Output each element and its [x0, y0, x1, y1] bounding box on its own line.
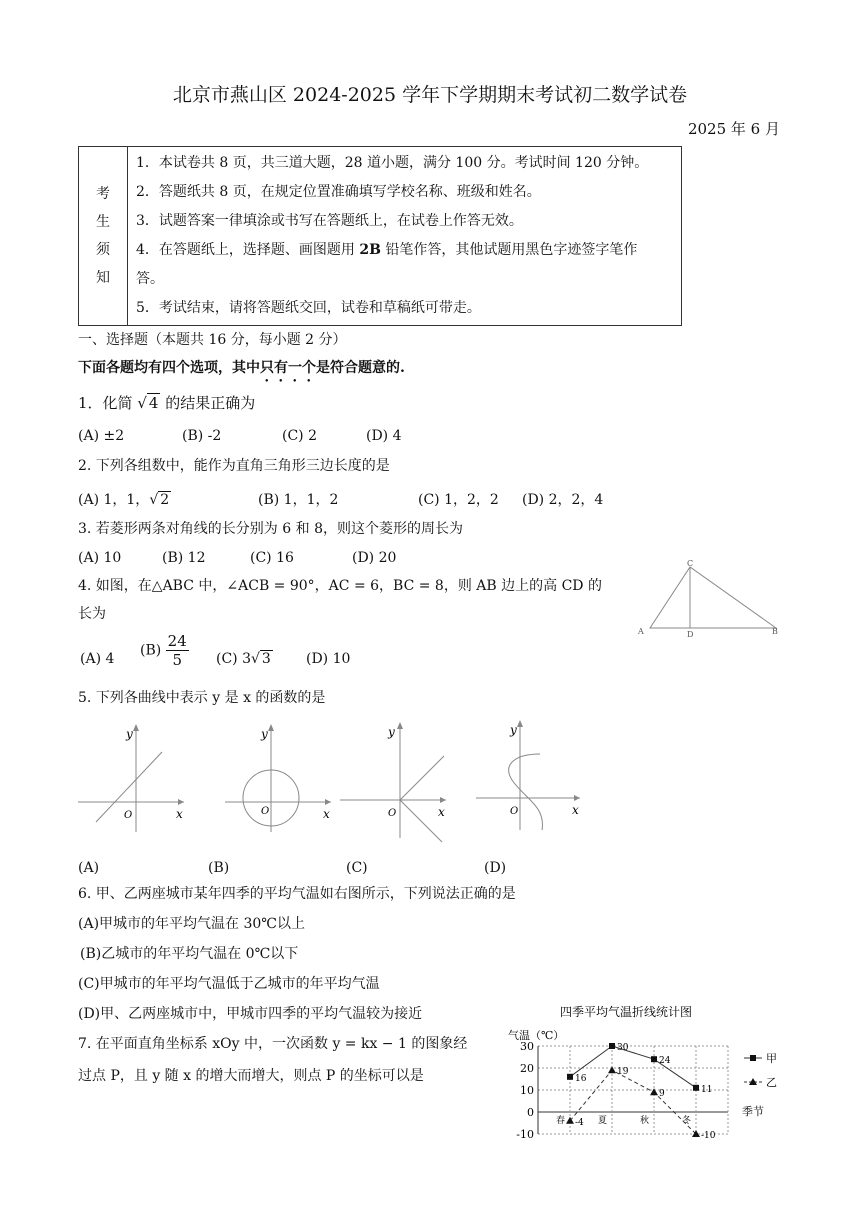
y-tick-label: 20 [520, 1062, 534, 1075]
y-axis-arrow [133, 724, 139, 731]
y-tick-label: -10 [516, 1128, 534, 1141]
vertex-c-label: C [687, 559, 694, 568]
q5-label-b: (B) [208, 860, 230, 876]
q5-graph-a [78, 722, 188, 832]
y-axis-arrow [517, 720, 523, 727]
x-axis-arrow [325, 799, 331, 805]
q5-graph-b [225, 722, 337, 834]
q6-stem: 6. 甲、乙两座城市某年四季的平均气温如右图所示，下列说法正确的是 [78, 886, 516, 902]
x-axis-arrow [574, 795, 580, 801]
data-point [566, 1117, 574, 1124]
y-label: y [126, 727, 133, 741]
series-line-jia [570, 1046, 696, 1088]
vertex-a-label: A [638, 627, 644, 636]
y-label: y [388, 725, 395, 739]
x-axis-label: 季节 [742, 1105, 764, 1118]
q2-stem: 2. 下列各组数中，能作为直角三角形三边长度的是 [78, 458, 390, 474]
notice-item: 3．试题答案一律填涂或书写在答题纸上，在试卷上作答无效。 [136, 213, 523, 229]
data-label: 24 [659, 1056, 671, 1067]
origin-label: O [388, 808, 397, 819]
q2-option-b: (B) 1，1，2 [258, 492, 339, 508]
q4-stem-line1: 4. 如图，在△ABC 中，∠ACB = 90°，AC = 6，BC = 8，则 AB 边上的高 CD 的 [78, 578, 602, 594]
q1-option-c: (C) 2 [282, 428, 317, 444]
q5-graph-c [340, 720, 452, 844]
q3-option-c: (C) 16 [250, 550, 294, 566]
q2-option-a: (A) 1，1，√ 2 [78, 492, 170, 508]
q4-option-d: (D) 10 [306, 651, 351, 667]
q1-option-d: (D) 4 [366, 428, 402, 444]
q7-stem-line2: 过点 P，且 y 随 x 的增大而增大，则点 P 的坐标可以是 [78, 1068, 424, 1084]
notice-item: 4．在答题纸上，选择题、画图题用 2B 铅笔作答，其他试题用黑色字迹签字笔作 [136, 242, 638, 258]
q5-label-c: (C) [346, 860, 368, 876]
temperature-line-chart [500, 1000, 800, 1146]
y-label: y [510, 723, 517, 737]
q4-stem-line2: 长为 [78, 606, 106, 622]
origin-label: O [124, 810, 133, 821]
x-label: x [572, 803, 579, 817]
notice-item: 2．答题纸共 8 页，在规定位置准确填写学校名称、班级和姓名。 [136, 184, 541, 200]
x-label: x [176, 807, 183, 821]
series-line-yi [570, 1070, 696, 1134]
q3-option-a: (A) 10 [78, 550, 122, 566]
curve-s [509, 754, 543, 830]
x-label: x [438, 805, 445, 819]
triangle-figure [632, 558, 782, 642]
q5-label-d: (D) [484, 860, 507, 876]
notice-items [128, 147, 682, 326]
x-tick-label: 秋 [640, 1116, 650, 1126]
notice-item: 1．本试卷共 8 页，共三道大题，28 道小题，满分 100 分。考试时间 120 分钟。 [136, 155, 649, 171]
y-axis-arrow [268, 724, 274, 731]
x-tick-label: 夏 [598, 1116, 608, 1126]
data-point [693, 1085, 699, 1091]
candidate-notice-table [78, 146, 682, 326]
x-axis-arrow [440, 797, 446, 803]
legend-label: 乙 [766, 1076, 777, 1089]
y-label: y [261, 727, 268, 741]
y-tick-label: 30 [520, 1040, 534, 1053]
data-point [609, 1043, 615, 1049]
data-label: 11 [701, 1084, 713, 1095]
data-point [567, 1074, 573, 1080]
q6-option-c: (C)甲城市的年平均气温低于乙城市的年平均气温 [78, 976, 380, 992]
data-point [650, 1088, 658, 1095]
q2-option-c: (C) 1，2，2 [418, 492, 499, 508]
q5-stem: 5. 下列各曲线中表示 y 是 x 的函数的是 [78, 690, 326, 706]
legend-marker [750, 1055, 756, 1061]
data-label: 30 [617, 1043, 629, 1053]
data-label: 9 [659, 1089, 665, 1100]
x-label: x [323, 807, 330, 821]
q3-option-d: (D) 20 [352, 550, 397, 566]
data-point [608, 1066, 616, 1073]
notice-item: 答。 [136, 271, 164, 287]
q3-stem: 3. 若菱形两条对角线的长分别为 6 和 8，则这个菱形的周长为 [78, 521, 463, 537]
triangle-abc [650, 567, 776, 628]
q6-option-d: (D)甲、乙两座城市中，甲城市四季的平均气温较为接近 [78, 1006, 423, 1022]
q1-stem: 1．化简 √ 4 的结果正确为 [78, 394, 256, 412]
q1-option-b: (B) -2 [182, 428, 222, 444]
vertex-b-label: B [772, 627, 778, 636]
q4-option-b: (B) $\frac{24}{5}$ [140, 632, 187, 669]
q4-option-a: (A) 4 [80, 651, 115, 667]
fraction: $\frac{24}{5}$ [167, 632, 187, 669]
data-label: 16 [575, 1073, 587, 1084]
data-label: 19 [617, 1067, 629, 1078]
chart-series [566, 1043, 716, 1141]
chart-grid [538, 1046, 728, 1134]
q1-option-a: (A) ±2 [78, 428, 125, 444]
y-tick-label: 10 [520, 1084, 534, 1097]
chart-legend [744, 1052, 777, 1089]
y-axis-label: 气温（℃） [508, 1029, 565, 1042]
q4-option-c: (C) 3√ 3 [216, 651, 271, 667]
y-axis-arrow [397, 722, 403, 729]
q7-stem-line1: 7. 在平面直角坐标系 xOy 中，一次函数 y = kx − 1 的图象经 [78, 1036, 468, 1052]
exam-date: 2025 年 6 月 [687, 120, 780, 138]
y-tick-label: 0 [527, 1106, 534, 1119]
notice-label: 考 生 须 知 [79, 147, 128, 326]
q3-option-b: (B) 12 [162, 550, 206, 566]
q5-label-a: (A) [78, 860, 100, 876]
legend-label: 甲 [766, 1052, 777, 1065]
notice-item: 5．考试结束，请将答题纸交回，试卷和草稿纸可带走。 [136, 300, 481, 316]
curve-upper-ray [400, 756, 444, 800]
q6-option-b: (B)乙城市的年平均气温在 0℃以下 [80, 946, 299, 962]
x-tick-label: 春 [556, 1116, 566, 1126]
origin-label: O [510, 806, 519, 817]
q2-option-d: (D) 2，2，4 [522, 492, 604, 508]
curve-lower-ray [400, 800, 442, 842]
data-label: -10 [701, 1131, 716, 1141]
chart-title: 四季平均气温折线统计图 [560, 1005, 693, 1019]
section-instruction: 下面各题均有四个选项，其中只有一个是符合题意的. [78, 360, 405, 376]
x-axis-arrow [178, 799, 184, 805]
data-label: -4 [575, 1117, 584, 1128]
x-tick-label: 冬 [682, 1116, 692, 1126]
q5-graph-d [476, 718, 586, 834]
data-point [651, 1056, 657, 1062]
origin-label: O [261, 806, 270, 817]
q6-option-a: (A)甲城市的年平均气温在 30℃以上 [78, 916, 305, 932]
page-title: 北京市燕山区 2024-2025 学年下学期期末考试初二数学试卷 [172, 84, 688, 106]
section-heading: 一、选择题（本题共 16 分，每小题 2 分） [78, 332, 347, 348]
foot-d-label: D [687, 630, 694, 639]
